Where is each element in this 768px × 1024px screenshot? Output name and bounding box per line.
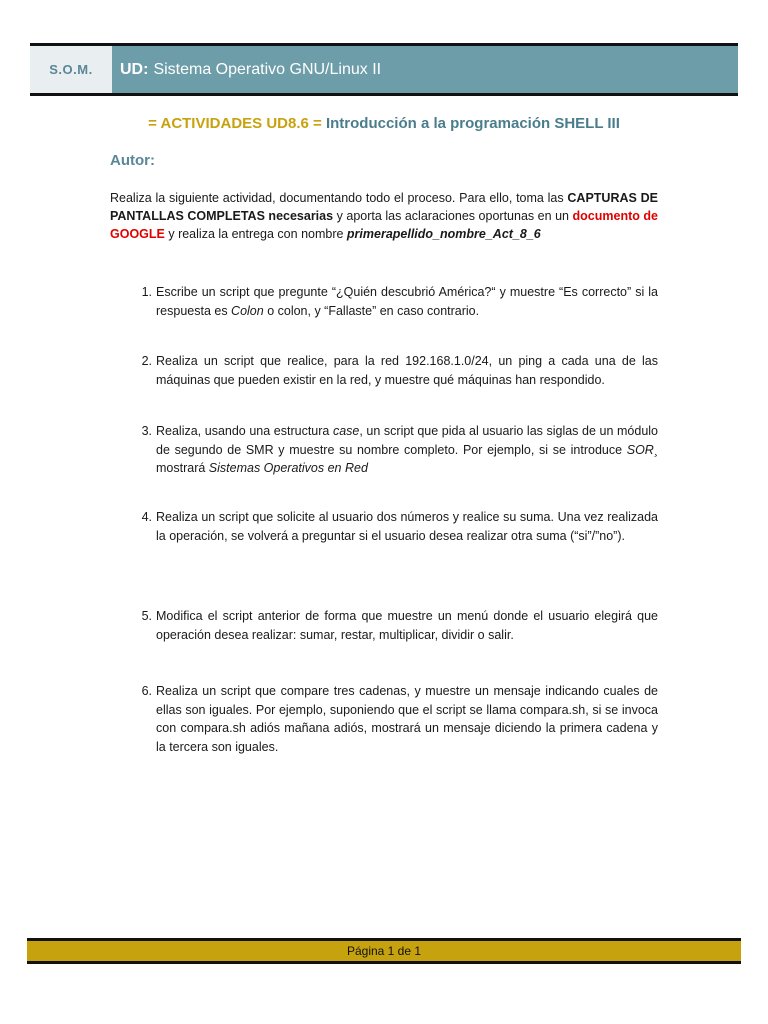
list-item-text: Realiza un script que realice, para la red 192.168.1.0/24, un ping a cada una de las máquinas que pueden existir en la red, y muestre qué máquinas han respondido. (156, 354, 658, 387)
intro-text-2: y aporta las aclaraciones oportunas en un (333, 209, 573, 223)
list-item-number: 4. (141, 510, 152, 524)
list-item-text: Escribe un script que pregunte “¿Quién descubrió América?“ y muestre “Es correcto” si la respuesta es Colon o colon, y “Fallaste” en caso contrario. (156, 285, 658, 318)
unit-label: UD: (120, 60, 149, 78)
list-item-number: 1. (141, 285, 152, 299)
intro-paragraph (110, 189, 658, 243)
list-item-number: 3. (141, 424, 152, 438)
intro-text-1: Realiza la siguiente actividad, documentando todo el proceso. Para ello, toma las (110, 191, 568, 205)
intro-filename: primerapellido_nombre_Act_8_6 (346, 227, 541, 241)
intro-bold: CAPTURAS DE PANTALLAS COMPLETAS necesarias (110, 191, 658, 223)
course-code: S.O.M. (30, 46, 112, 93)
footer-bottom-rule (27, 961, 741, 964)
document-title (0, 115, 768, 132)
unit-title: Sistema Operativo GNU/Linux II (153, 60, 382, 78)
title-prefix: = ACTIVIDADES UD8.6 = (148, 115, 322, 132)
title-main: Introducción a la programación SHELL III (325, 115, 620, 132)
page-footer (27, 938, 741, 964)
list-item-number: 5. (141, 609, 152, 623)
author-label: Autor: (110, 152, 155, 169)
page-number: Página 1 de 1 (346, 944, 422, 958)
intro-red-text: documento de GOOGLE (110, 209, 659, 241)
page-header (30, 43, 738, 97)
footer-top-rule (27, 938, 741, 941)
intro-text-3: y realiza la entrega con nombre (164, 227, 347, 241)
header-bottom-rule (30, 93, 738, 96)
unit-title-bar (112, 46, 738, 93)
list-item-number: 2. (141, 354, 152, 368)
list-item-text: Realiza un script que solicite al usuario dos números y realice su suma. Una vez realizada la operación, se volverá a preguntar si el usuario desea realizar otra suma (“si”/”no”). (156, 510, 658, 543)
list-item-text: Modifica el script anterior de forma que muestre un menú donde el usuario elegirá que operación desea realizar: sumar, restar, multiplicar, dividir o salir. (156, 609, 658, 642)
list-item-number: 6. (141, 684, 152, 698)
list-item-text: Realiza, usando una estructura case, un script que pida al usuario las siglas de un módulo de segundo de SMR y muestre su nombre completo. Por ejemplo, si se introduce SOR¸ mostrará Sistemas Operativos en Red (156, 424, 658, 475)
list-item-text: Realiza un script que compare tres cadenas, y muestre un mensaje indicando cuales de ellas son iguales. Por ejemplo, suponiendo que el script se llama compara.sh, si se invoca con compara.sh adiós mañana adiós, mostrará un mensaje diciendo la primera cadena y la tercera son iguales. (156, 684, 658, 754)
